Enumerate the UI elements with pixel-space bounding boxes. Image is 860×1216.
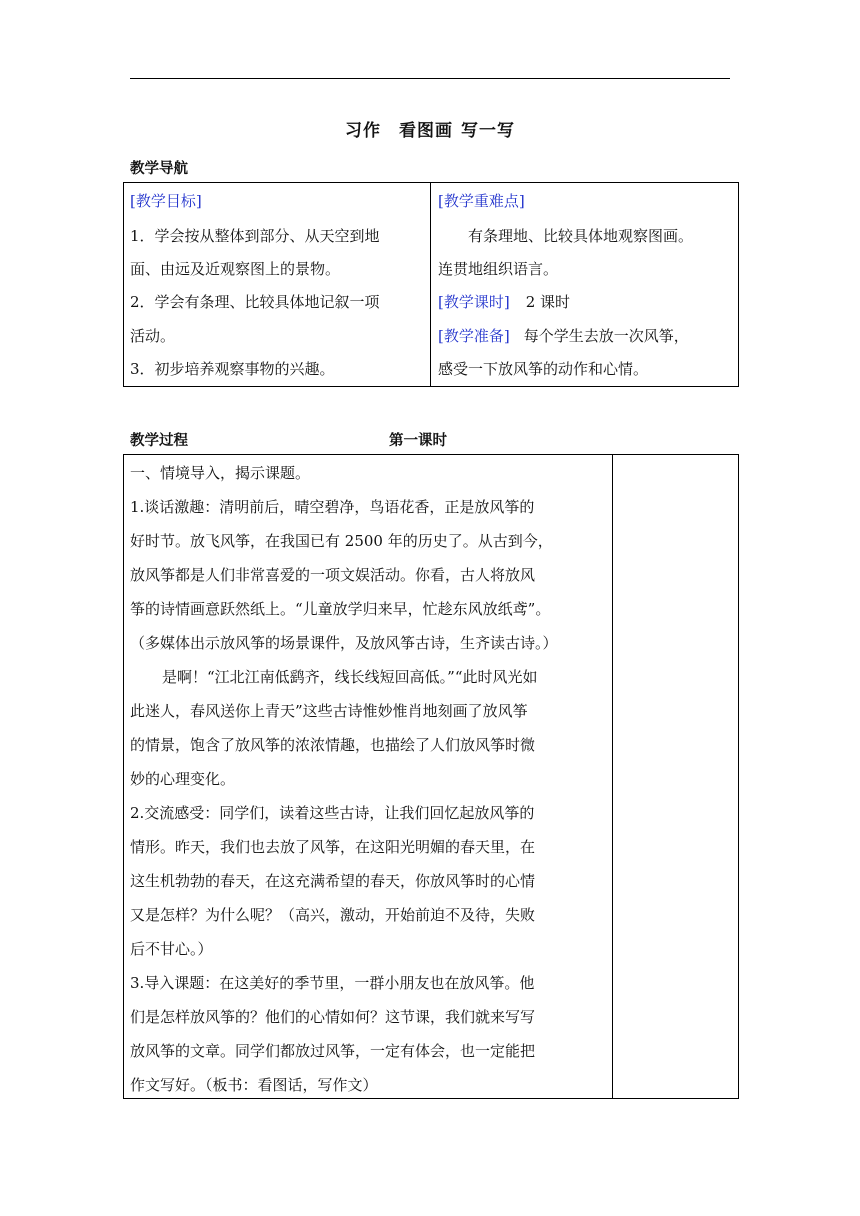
goals-tag: [教学目标] — [130, 192, 202, 210]
process-line: 放风筝都是人们非常喜爱的一项文娱活动。你看，古人将放风 — [130, 566, 536, 584]
process-line: 情形。昨天，我们也去放了风筝，在这阳光明媚的春天里，在 — [130, 838, 536, 856]
process-line: 1.谈话激趣：清明前后，晴空碧净，鸟语花香，正是放风筝的 — [130, 498, 535, 516]
process-line: 作文写好。（板书：看图话，写作文） — [130, 1076, 378, 1094]
preparation-row — [438, 326, 689, 346]
preparation-text-cont: 感受一下放风筝的动作和心情。 — [438, 360, 649, 378]
key-point-line: 有条理地、比较具体地观察图画。 — [468, 227, 694, 245]
process-line: 2.交流感受：同学们，读着这些古诗，让我们回忆起放风筝的 — [130, 804, 535, 822]
process-line: 后不甘心。） — [130, 940, 213, 958]
process-line: 是啊！“江北江南低鹞齐，线长线短回高低。”“此时风光如 — [162, 668, 538, 686]
key-points-tag: [教学重难点] — [438, 192, 525, 210]
goal-line: 1．学会按从整体到部分、从天空到地 — [130, 227, 380, 245]
goal-line: 2．学会有条理、比较具体地记叙一项 — [130, 293, 380, 311]
guide-table — [123, 182, 739, 387]
goal-line: 3．初步培养观察事物的兴趣。 — [130, 360, 335, 378]
title-part1: 习作 — [345, 121, 381, 141]
title-part2: 看图画 — [399, 121, 453, 141]
class-hours-row — [438, 292, 570, 312]
title-part3: 写一写 — [461, 121, 515, 141]
class-hours-value: 2 课时 — [525, 293, 571, 311]
process-line: 好时节。放飞风筝，在我国已有 2500 年的历史了。从古到今， — [130, 532, 553, 550]
process-heading: 教学过程 — [130, 433, 188, 449]
process-line: 3.导入课题：在这美好的季节里，一群小朋友也在放风筝。他 — [130, 974, 535, 992]
process-line: 放风筝的文章。同学们都放过风筝，一定有体会，也一定能把 — [130, 1042, 536, 1060]
guide-heading: 教学导航 — [130, 161, 188, 177]
process-line: 筝的诗情画意跃然纸上。“儿童放学归来早，忙趁东风放纸鸢”。 — [130, 600, 551, 618]
period-label: 第一课时 — [389, 433, 447, 449]
guide-table-divider — [430, 182, 431, 387]
process-line: 又是怎样？为什么呢？（高兴，激动，开始前迫不及待，失败 — [130, 906, 536, 924]
process-line: 这生机勃勃的春天，在这充满希望的春天，你放风筝时的心情 — [130, 872, 536, 890]
process-line: 此迷人，春风送你上青天”这些古诗惟妙惟肖地刻画了放风筝 — [130, 702, 528, 720]
class-hours-tag: [教学课时] — [438, 293, 510, 311]
process-line: 妙的心理变化。 — [130, 770, 236, 788]
header-rule — [130, 78, 730, 79]
process-line: 一、情境导入，揭示课题。 — [130, 464, 311, 482]
page-title — [0, 116, 860, 141]
process-line: 的情景，饱含了放风筝的浓浓情趣，也描绘了人们放风筝时微 — [130, 736, 536, 754]
goal-line: 面、由远及近观察图上的景物。 — [130, 260, 341, 278]
preparation-text: 每个学生去放一次风筝， — [523, 327, 689, 345]
preparation-tag: [教学准备] — [438, 327, 510, 345]
goal-line: 活动。 — [130, 327, 176, 345]
key-point-line: 连贯地组织语言。 — [438, 260, 559, 278]
process-line: 们是怎样放风筝的？他们的心情如何？这节课，我们就来写写 — [130, 1008, 536, 1026]
process-line: （多媒体出示放风筝的场景课件，及放风筝古诗，生齐读古诗。） — [130, 634, 558, 652]
notes-column — [613, 455, 738, 1098]
